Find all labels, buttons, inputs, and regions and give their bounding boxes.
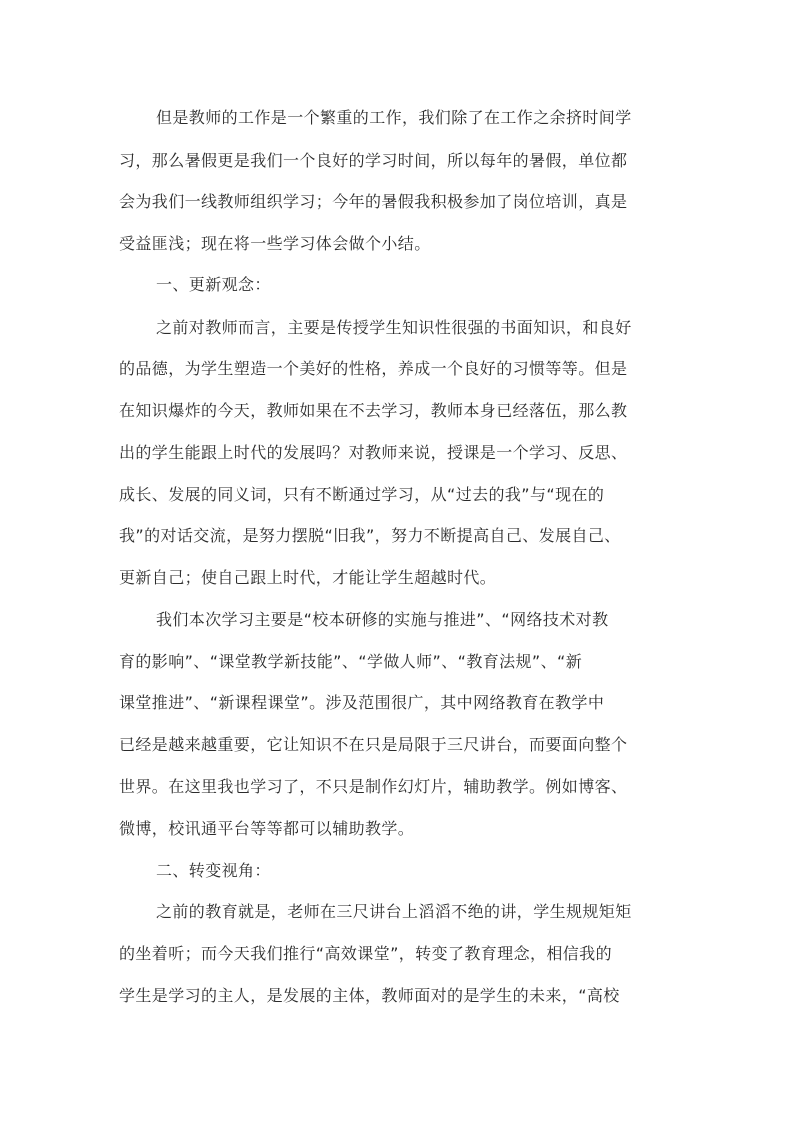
paragraph-line: 学生是学习的主人，是发展的主体，教师面对的是学生的未来，“高校 xyxy=(119,986,620,1005)
paragraph-line: 世界。在这里我也学习了，不只是制作幻灯片，辅助教学。例如博客、 xyxy=(119,777,628,796)
paragraph-line: 的坐着听；而今天我们推行“高效课堂”，转变了教育理念，相信我的 xyxy=(119,944,612,963)
paragraph-line: 育的影响”、“课堂教学新技能”、“学做人师”、“教育法规”、“新 xyxy=(119,652,583,671)
paragraph-line: 之前的教育就是，老师在三尺讲台上滔滔不绝的讲，学生规规矩矩 xyxy=(156,902,632,921)
paragraph-line: 微博，校讯通平台等等都可以辅助教学。 xyxy=(119,819,415,838)
paragraph-line: 出的学生能跟上时代的发展吗？对教师来说，授课是一个学习、反思、 xyxy=(119,443,628,462)
paragraph-line: 习，那么暑假更是我们一个良好的学习时间，所以每年的暑假，单位都 xyxy=(119,151,628,170)
paragraph-line: 课堂推进”、“新课程课堂”。涉及范围很广，其中网络教育在教学中 xyxy=(119,693,605,712)
paragraph-line: 的品德，为学生塑造一个美好的性格，养成一个良好的习惯等等。但是 xyxy=(119,359,628,378)
paragraph-line: 我”的对话交流，是努力摆脱“旧我”，努力不断提高自己、发展自己、 xyxy=(119,526,621,545)
paragraph-line: 受益匪浅；现在将一些学习体会做个小结。 xyxy=(119,234,431,253)
paragraph-line: 在知识爆炸的今天，教师如果在不去学习，教师本身已经落伍，那么教 xyxy=(119,401,628,420)
paragraph-line: 但是教师的工作是一个繁重的工作，我们除了在工作之余挤时间学 xyxy=(156,108,632,127)
paragraph-line: 之前对教师而言，主要是传授学生知识性很强的书面知识，和良好 xyxy=(156,318,632,337)
paragraph-line: 会为我们一线教师组织学习；今年的暑假我积极参加了岗位培训，真是 xyxy=(119,192,628,211)
section-heading: 二、转变视角： xyxy=(156,861,271,880)
paragraph-line: 已经是越来越重要，它让知识不在只是局限于三尺讲台，而要面向整个 xyxy=(119,735,628,754)
paragraph-line: 我们本次学习主要是“校本研修的实施与推进”、“网络技术对教 xyxy=(156,610,609,629)
paragraph-line: 更新自己；使自己跟上时代，才能让学生超越时代。 xyxy=(119,568,497,587)
section-heading: 一、更新观念： xyxy=(156,275,271,294)
paragraph-line: 成长、发展的同义词，只有不断通过学习，从“过去的我”与“现在的 xyxy=(119,485,605,504)
